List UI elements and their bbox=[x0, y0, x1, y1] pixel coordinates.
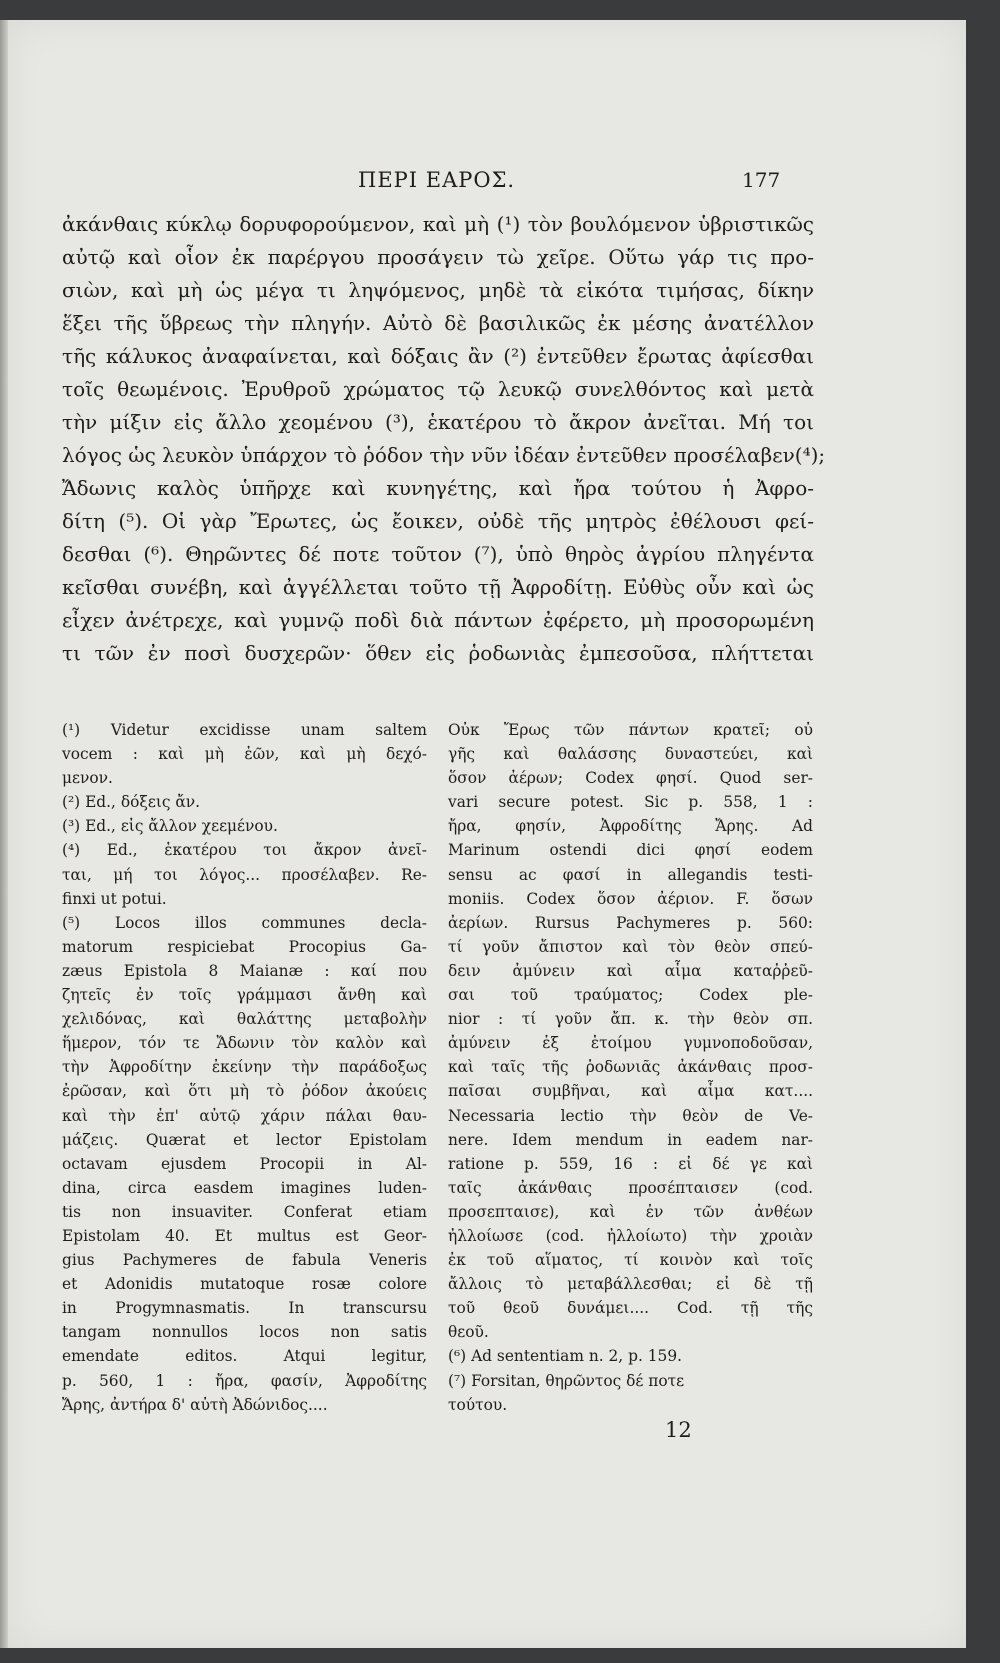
notes-left-line: (⁴) Ed., ἑκατέρου τοι ἄκρον ἀνεῖ- bbox=[62, 841, 427, 860]
notes-right-line: (⁷) Forsitan, θηρῶντος δέ ποτε bbox=[448, 1371, 685, 1390]
notes-right-line: nere. Idem mendum in eadem nar- bbox=[448, 1130, 813, 1149]
main-text-line: δεσθαι (⁶). Θηρῶντες δέ ποτε τοῦτον (⁷), ὑπὸ θηρὸς ἀγρίου πληγέντα bbox=[62, 542, 814, 566]
main-text-line: ἕξει τῆς ὕβρεως τὴν πληγήν. Αὐτὸ δὲ βασιλικῶς ἐκ μέσης ἀνατέλλον bbox=[62, 311, 814, 335]
page-edge bbox=[0, 20, 8, 1648]
notes-right-line: Οὐκ Ἔρως τῶν πάντων κρατεῖ; οὐ bbox=[448, 721, 813, 739]
notes-left-line: χελιδόνας, καὶ θαλάττης μεταβολὴν bbox=[62, 1010, 427, 1029]
notes-left-line: ἥμερον, τόν τε Ἄδωνιν τὸν καλὸν καὶ bbox=[62, 1034, 427, 1053]
footnotes-right-column bbox=[448, 718, 813, 1417]
notes-right-line: ratione p. 559, 16 : εἰ δέ γε καὶ bbox=[448, 1154, 813, 1173]
notes-right-line: ἠλλοίωσε (cod. ἠλλοίωτο) τὴν χροιὰν bbox=[448, 1226, 813, 1245]
notes-left-line: (⁵) Locos illos communes decla- bbox=[62, 913, 427, 932]
notes-left-line: μενον. bbox=[62, 769, 113, 788]
notes-left-line: καὶ τὴν ἐπ' αὐτῷ χάριν πάλαι θαυ- bbox=[62, 1106, 427, 1125]
notes-left-line: octavam ejusdem Procopii in Al- bbox=[62, 1154, 427, 1173]
notes-left-line: (³) Ed., εἰς ἄλλον χεεμένου. bbox=[62, 817, 278, 836]
notes-left-line: in Progymnasmatis. In transcursu bbox=[62, 1299, 427, 1318]
notes-right-line: ταῖς ἀκάνθαις προσέπταισεν (cod. bbox=[448, 1178, 813, 1197]
notes-left-line: tangam nonnullos locos non satis bbox=[62, 1323, 427, 1342]
notes-left-line: zæus Epistola 8 Maianæ : καί που bbox=[62, 961, 427, 980]
main-text-line: Ἄδωνις καλὸς ὑπῆρχε καὶ κυνηγέτης, καὶ ἤρα τούτου ἡ Ἀφρο- bbox=[62, 476, 814, 500]
footnotes-left-column bbox=[62, 718, 427, 1417]
notes-right-line: nior : τί γοῦν ἄπ. κ. τὴν θεὸν σπ. bbox=[448, 1010, 813, 1029]
main-text bbox=[62, 208, 826, 670]
notes-right-line: θεοῦ. bbox=[448, 1323, 489, 1342]
main-text-line: κεῖσθαι συνέβη, καὶ ἀγγέλλεται τοῦτο τῇ Ἀφροδίτῃ. Εὐθὺς οὖν καὶ ὡς bbox=[62, 575, 814, 599]
notes-right-line: προσεπταισε), καὶ ἐν τῶν ἀνθέων bbox=[448, 1202, 813, 1221]
notes-left-line: dina, circa easdem imagines luden- bbox=[62, 1178, 427, 1197]
notes-right-line: ἀμύνειν ἐξ ἑτοίμου γυμνοποδοῦσαν, bbox=[448, 1034, 813, 1053]
notes-right-line: ἄλλοις τὸ μεταβάλλεσθαι; εἰ δὲ τῇ bbox=[448, 1275, 813, 1294]
notes-left-line: et Adonidis mutatoque rosæ colore bbox=[62, 1275, 427, 1294]
notes-left-line: ἐρῶσαν, καὶ ὅτι μὴ τὸ ῥόδον ἀκούεις bbox=[62, 1082, 427, 1101]
page-number: 177 bbox=[742, 168, 781, 192]
notes-left-line: gius Pachymeres de fabula Veneris bbox=[62, 1251, 427, 1270]
notes-right-line: σαι τοῦ τραύματος; Codex ple- bbox=[448, 986, 813, 1005]
notes-right-line: τούτου. bbox=[448, 1395, 508, 1414]
main-text-line: τὴν μίξιν εἰς ἄλλο χεομένου (³), ἑκατέρου τὸ ἄκρον ἀνεῖται. Μή τοι bbox=[62, 410, 814, 434]
notes-right-line: τί γοῦν ἄπιστον καὶ τὸν θεὸν σπεύ- bbox=[448, 937, 813, 956]
main-text-line: αὐτῷ καὶ οἷον ἐκ παρέργου προσάγειν τὼ χεῖρε. Οὕτω γάρ τις προ- bbox=[62, 245, 814, 269]
running-title: ΠΕΡΙ ΕΑΡΟΣ. bbox=[358, 168, 516, 192]
notes-left-line: Epistolam 40. Et multus est Geor- bbox=[62, 1226, 427, 1245]
notes-left-line: ζητεῖς ἐν τοῖς γράμμασι ἄνθη καὶ bbox=[62, 986, 427, 1005]
notes-right-line: τοῦ θεοῦ δυνάμει.... Cod. τῇ τῆς bbox=[448, 1299, 813, 1318]
notes-left-line: μάζεις. Quærat et lector Epistolam bbox=[62, 1130, 427, 1149]
main-text-line: ἀκάνθαις κύκλῳ δορυφορούμενον, καὶ μὴ (¹) τὸν βουλόμενον ὑβριστικῶς bbox=[62, 212, 814, 236]
notes-right-line: ἐκ τοῦ αἵματος, τί κοινὸν καὶ τοῖς bbox=[448, 1251, 813, 1270]
main-text-line: τι τῶν ἐν ποσὶ δυσχερῶν· ὅθεν εἰς ῥοδωνιὰς ἐμπεσοῦσα, πλήττεται bbox=[62, 641, 814, 665]
notes-right-line: γῆς καὶ θαλάσσης δυναστεύει, καὶ bbox=[448, 745, 813, 764]
notes-right-line: καὶ ταῖς τῆς ῥοδωνιᾶς ἀκάνθαις προσ- bbox=[448, 1058, 813, 1077]
notes-right-line: Marinum ostendi dici φησί eodem bbox=[448, 841, 813, 860]
notes-left-line: finxi ut potui. bbox=[62, 889, 167, 908]
notes-left-line: matorum respiciebat Procopius Ga- bbox=[62, 937, 427, 956]
main-text-line: δίτη (⁵). Οἱ γὰρ Ἔρωτες, ὡς ἔοικεν, οὐδὲ τῆς μητρὸς ἐθέλουσι φεί- bbox=[62, 509, 814, 533]
notes-left-line: Ἄρης, ἀντήρα δ' αὐτὴ Ἀδώνιδος.... bbox=[62, 1395, 328, 1414]
main-text-line: σιὼν, καὶ μὴ ὡς μέγα τι ληψόμενος, μηδὲ τὰ εἰκότα τιμήσας, δίκην bbox=[62, 278, 814, 302]
notes-right-line: παῖσαι συμβῆναι, καὶ αἷμα κατ.... bbox=[448, 1082, 813, 1101]
main-text-line: λόγος ὡς λευκὸν ὑπάρχον τὸ ῥόδον τὴν νῦν ἰδέαν ἐντεῦθεν προσέλαβεν(⁴); bbox=[62, 443, 826, 467]
notes-left-line: vocem : καὶ μὴ ἐῶν, καὶ μὴ δεχό- bbox=[62, 745, 427, 764]
notes-left-line: (¹) Videtur excidisse unam saltem bbox=[62, 721, 427, 739]
notes-left-line: ται, μή τοι λόγος... προσέλαβεν. Re- bbox=[62, 865, 427, 884]
notes-left-line: p. 560, 1 : ἤρα, φασίν, Ἀφροδίτης bbox=[62, 1371, 427, 1390]
notes-left-line: (²) Ed., δόξεις ἄν. bbox=[62, 793, 201, 812]
main-text-line: εἶχεν ἀνέτρεχε, καὶ γυμνῷ ποδὶ διὰ πάντων ἐφέρετο, μὴ προσορωμένη bbox=[62, 608, 814, 632]
signature-mark: 12 bbox=[665, 1418, 692, 1442]
notes-left-line: τὴν Ἀφροδίτην ἐκείνην τὴν παράδοξως bbox=[62, 1058, 427, 1077]
notes-right-line: (⁶) Ad sententiam n. 2, p. 159. bbox=[448, 1347, 683, 1366]
main-text-line: τοῖς θεωμένοις. Ἐρυθροῦ χρώματος τῷ λευκῷ συνελθόντος καὶ μετὰ bbox=[62, 377, 814, 401]
notes-left-line: tis non insuaviter. Conferat etiam bbox=[62, 1202, 427, 1221]
notes-right-line: ὅσον ἀέρων; Codex φησί. Quod ser- bbox=[448, 769, 813, 788]
running-head bbox=[0, 168, 1000, 196]
notes-right-line: sensu ac φασί in allegandis testi- bbox=[448, 865, 813, 884]
notes-right-line: ἤρα, φησίν, Ἀφροδίτης Ἄρης. Ad bbox=[448, 817, 813, 836]
notes-left-line: emendate editos. Atqui legitur, bbox=[62, 1347, 427, 1366]
notes-right-line: δειν ἀμύνειν καὶ αἷμα καταῤῥεῦ- bbox=[448, 961, 813, 980]
notes-right-line: Necessaria lectio τὴν θεὸν de Ve- bbox=[448, 1106, 813, 1125]
main-text-line: τῆς κάλυκος ἀναφαίνεται, καὶ δόξαις ἂν (²) ἐντεῦθεν ἔρωτας ἀφίεσθαι bbox=[62, 344, 814, 368]
notes-right-line: ἀερίων. Rursus Pachymeres p. 560: bbox=[448, 913, 813, 932]
notes-right-line: vari secure potest. Sic p. 558, 1 : bbox=[448, 793, 813, 812]
notes-right-line: moniis. Codex ὅσον ἀέριον. F. ὅσων bbox=[448, 889, 813, 908]
